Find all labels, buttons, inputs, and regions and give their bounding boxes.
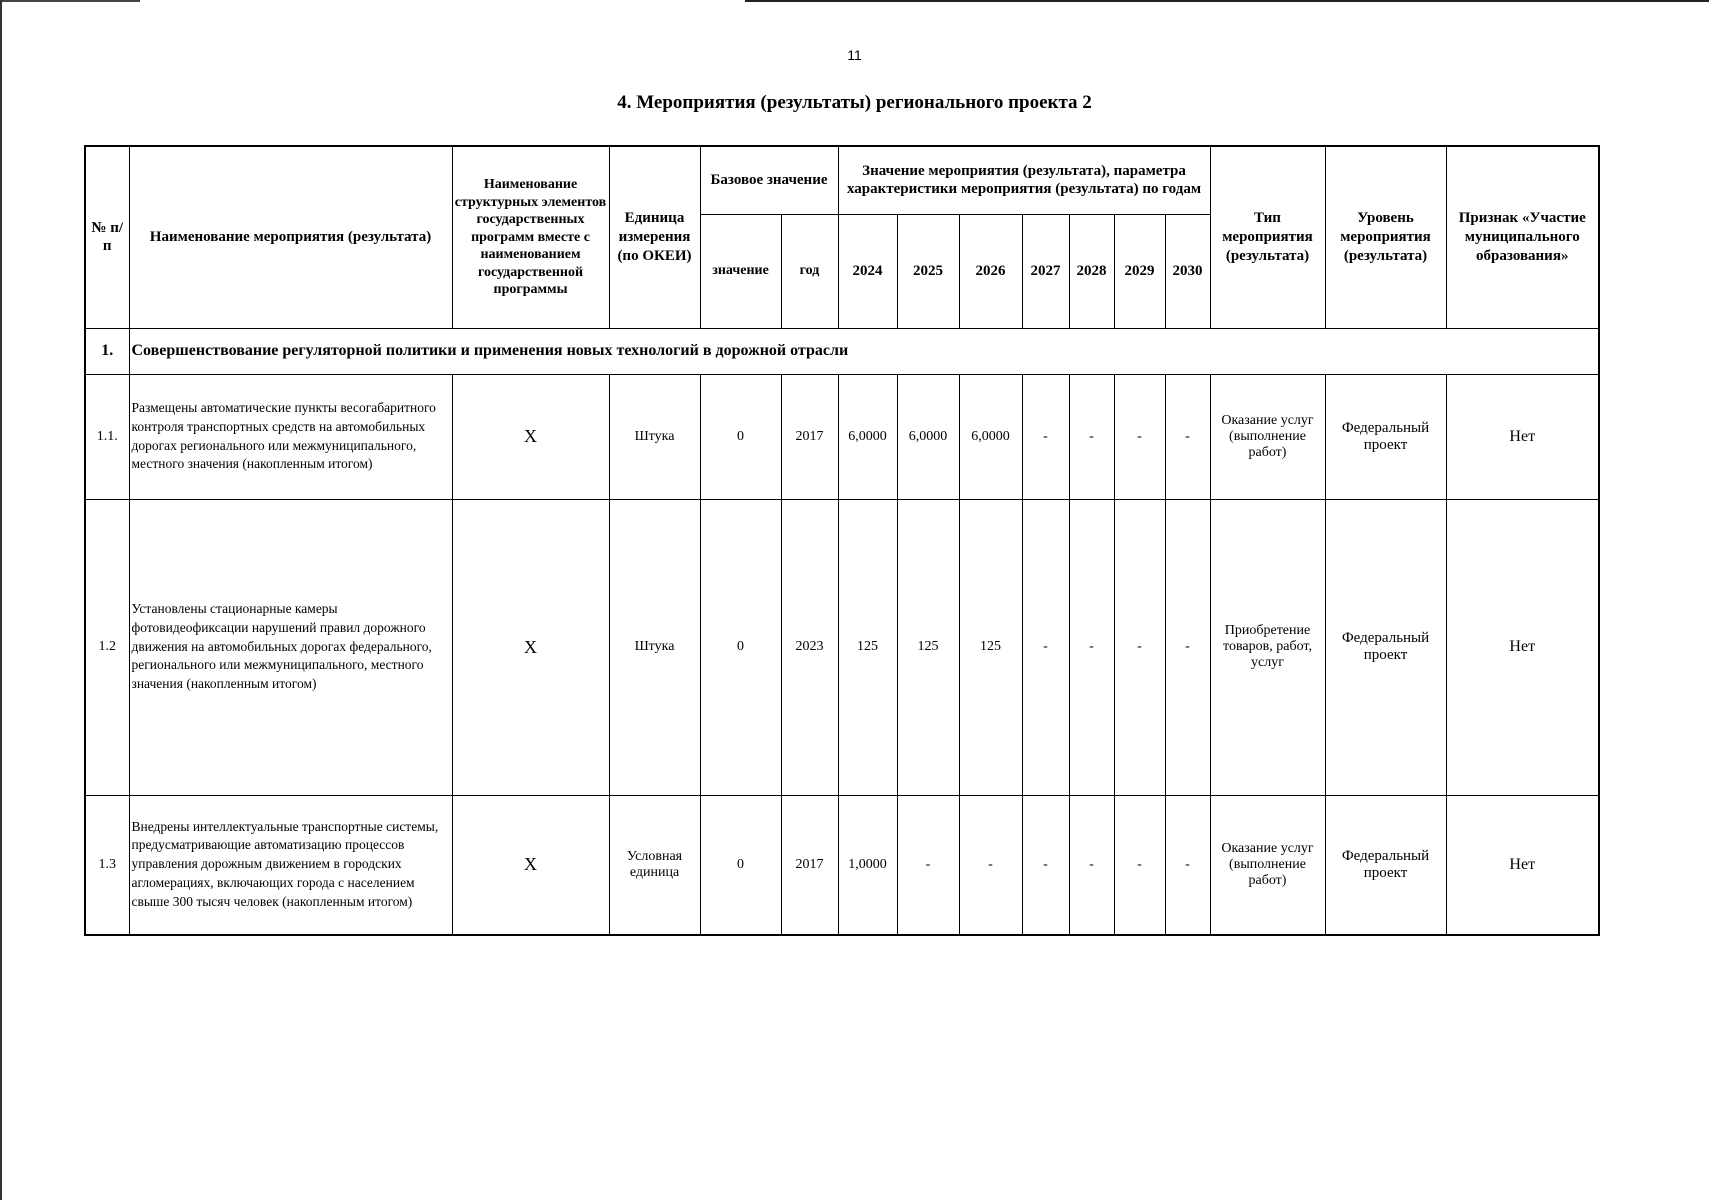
header-level: Уровень мероприятия (результата) bbox=[1325, 146, 1446, 328]
results-table bbox=[84, 145, 1600, 936]
row-base-value: 0 bbox=[700, 795, 781, 935]
row-num: 1.3 bbox=[85, 795, 129, 935]
table-row bbox=[85, 795, 1599, 935]
row-unit: Штука bbox=[609, 374, 700, 499]
row-base-value: 0 bbox=[700, 499, 781, 795]
section-num: 1. bbox=[85, 328, 129, 374]
row-unit: Условная единица bbox=[609, 795, 700, 935]
row-base-year: 2017 bbox=[781, 374, 838, 499]
header-name: Наименование мероприятия (результата) bbox=[129, 146, 452, 328]
row-name: Установлены стационарные камеры фотовидеофиксации нарушений правил дорожного движения на автомобильных дорогах федерального, регионального или межмуниципального, местного значения (накопленным итогом) bbox=[129, 499, 452, 795]
row-year-value: - bbox=[1069, 795, 1114, 935]
row-year-value: 125 bbox=[838, 499, 897, 795]
row-year-value: - bbox=[1069, 374, 1114, 499]
row-structural: X bbox=[452, 374, 609, 499]
header-year: 2024 bbox=[838, 214, 897, 328]
row-level: Федеральный проект bbox=[1325, 374, 1446, 499]
row-year-value: - bbox=[1022, 795, 1069, 935]
row-year-value: 6,0000 bbox=[897, 374, 959, 499]
section-row bbox=[85, 328, 1599, 374]
row-year-value: 125 bbox=[897, 499, 959, 795]
page-top-border bbox=[745, 0, 1709, 2]
row-num: 1.1. bbox=[85, 374, 129, 499]
row-year-value: 6,0000 bbox=[959, 374, 1022, 499]
header-year: 2029 bbox=[1114, 214, 1165, 328]
table-row bbox=[85, 374, 1599, 499]
header-municipal: Признак «Участие муниципального образования» bbox=[1446, 146, 1599, 328]
row-year-value: 125 bbox=[959, 499, 1022, 795]
header-base-year: год bbox=[781, 214, 838, 328]
header-year: 2026 bbox=[959, 214, 1022, 328]
row-year-value: - bbox=[1165, 374, 1210, 499]
row-num: 1.2 bbox=[85, 499, 129, 795]
row-name: Размещены автоматические пункты весогабаритного контроля транспортных средств на автомобильных дорогах регионального или межмуниципального, местного значения (накопленным итогом) bbox=[129, 374, 452, 499]
row-year-value: - bbox=[1022, 499, 1069, 795]
row-level: Федеральный проект bbox=[1325, 795, 1446, 935]
page-title: 4. Мероприятия (результаты) регионального проекта 2 bbox=[617, 92, 1092, 113]
row-year-value: - bbox=[959, 795, 1022, 935]
header-num: № п/п bbox=[85, 146, 129, 328]
row-type: Оказание услуг (выполнение работ) bbox=[1210, 795, 1325, 935]
row-structural: X bbox=[452, 499, 609, 795]
row-unit: Штука bbox=[609, 499, 700, 795]
row-structural: X bbox=[452, 795, 609, 935]
row-level: Федеральный проект bbox=[1325, 499, 1446, 795]
header-base: Базовое значение bbox=[700, 146, 838, 214]
header-year: 2028 bbox=[1069, 214, 1114, 328]
header-base-value: значение bbox=[700, 214, 781, 328]
header-year: 2025 bbox=[897, 214, 959, 328]
row-year-value: 1,0000 bbox=[838, 795, 897, 935]
row-base-year: 2017 bbox=[781, 795, 838, 935]
row-year-value: - bbox=[1114, 499, 1165, 795]
row-year-value: 6,0000 bbox=[838, 374, 897, 499]
row-year-value: - bbox=[1165, 499, 1210, 795]
row-base-value: 0 bbox=[700, 374, 781, 499]
section-name: Совершенствование регуляторной политики и применения новых технологий в дорожной отрасли bbox=[129, 328, 1599, 374]
row-year-value: - bbox=[1165, 795, 1210, 935]
row-name: Внедрены интеллектуальные транспортные системы, предусматривающие автоматизацию процессов управления дорожным движением в городских агломерациях, включающих города с населением свыше 300 тысяч человек (накопленным итогом) bbox=[129, 795, 452, 935]
header-year: 2027 bbox=[1022, 214, 1069, 328]
header-year: 2030 bbox=[1165, 214, 1210, 328]
row-type: Оказание услуг (выполнение работ) bbox=[1210, 374, 1325, 499]
row-year-value: - bbox=[1114, 374, 1165, 499]
row-year-value: - bbox=[1022, 374, 1069, 499]
row-year-value: - bbox=[1069, 499, 1114, 795]
row-municipal: Нет bbox=[1446, 795, 1599, 935]
header-values-by-year: Значение мероприятия (результата), параметра характеристики мероприятия (результата) по годам bbox=[838, 146, 1210, 214]
page-left-border bbox=[0, 0, 2, 1200]
page-number: 11 bbox=[847, 47, 862, 63]
table-row bbox=[85, 499, 1599, 795]
page-top-mark bbox=[0, 0, 140, 2]
row-year-value: - bbox=[1114, 795, 1165, 935]
row-type: Приобретение товаров, работ, услуг bbox=[1210, 499, 1325, 795]
header-type: Тип мероприятия (результата) bbox=[1210, 146, 1325, 328]
row-municipal: Нет bbox=[1446, 374, 1599, 499]
row-year-value: - bbox=[897, 795, 959, 935]
row-municipal: Нет bbox=[1446, 499, 1599, 795]
header-structural: Наименование структурных элементов государственных программ вместе с наименованием государственной программы bbox=[452, 146, 609, 328]
row-base-year: 2023 bbox=[781, 499, 838, 795]
header-unit: Единица измерения (по ОКЕИ) bbox=[609, 146, 700, 328]
